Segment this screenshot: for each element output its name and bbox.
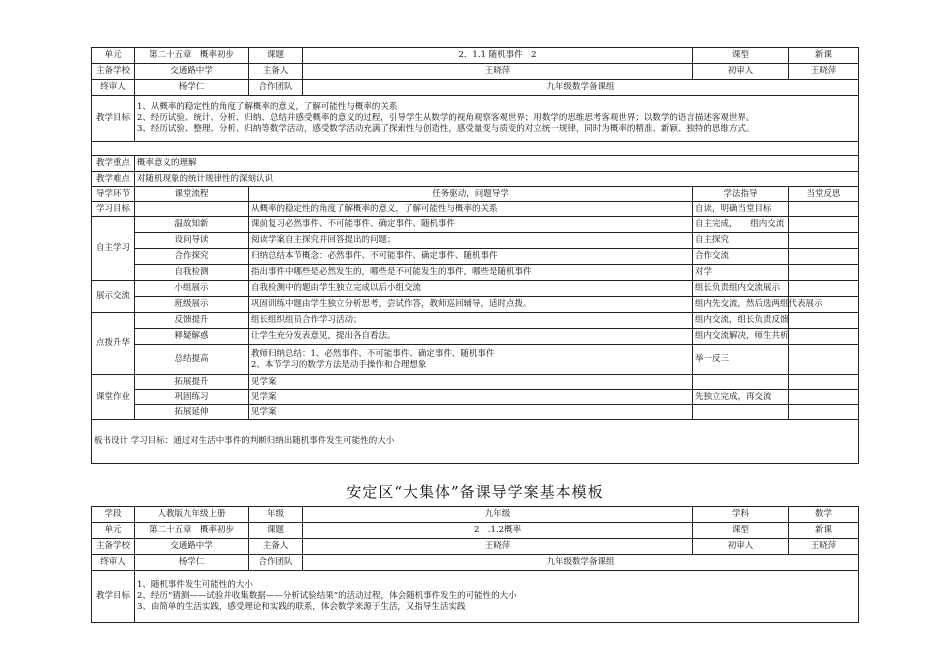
flow-cell: 释疑解惑 [135, 329, 249, 345]
homework-label: 课堂作业 [92, 375, 135, 420]
author-label: 主备人 [249, 539, 303, 555]
show-label: 展示交流 [92, 281, 135, 313]
task-line: 2、本节学习的数学方法是动手操作和合理想象 [251, 359, 427, 370]
goals-cell [135, 96, 859, 142]
subject-value: 数学 [789, 507, 859, 523]
flow-cell: 拓展延伸 [135, 405, 249, 420]
goal-item: 3、经历试验、整理、分析、归纳等数学活动，感受数学活动充满了探索性与创造性，感受量变与质变的对立统一规律，同时为概率的精准、新颖、独特的思维方式。 [137, 124, 755, 134]
team-value: 九年级数学备课组 [303, 555, 859, 571]
team-label: 合作团队 [249, 80, 303, 96]
guide-cell: 自主完成， 组内交流 [693, 217, 789, 233]
author-value: 王晓萍 [303, 539, 693, 555]
goal-row [92, 202, 859, 217]
first-reviewer-value: 王晓萍 [789, 64, 859, 80]
unit-value: 第二十五章 概率初步 [135, 523, 249, 539]
author-value: 王晓萍 [303, 64, 693, 80]
goal-item: 3、由简单的生活实践，感受理论和实践的联系，体会数学来源于生活，又指导生活实践 [137, 602, 466, 612]
goal-item: 1、随机事件发生可能性的大小 [137, 580, 253, 590]
flow-cell: 合作探究 [135, 249, 249, 265]
key-label: 教学重点 [92, 156, 135, 172]
reflect-cell [789, 281, 859, 297]
subject-label: 学科 [693, 507, 789, 523]
goal-row-task: 从概率的稳定性的角度了解概率的意义，了解可能性与概率的关系 [249, 202, 693, 217]
guide-cell [693, 375, 789, 390]
guide-cell: 组内交流解决，师生共析 [693, 329, 789, 345]
type-label: 课型 [693, 523, 789, 539]
header-row-final [92, 555, 859, 571]
stage-value: 人教版九年级上册 [135, 507, 249, 523]
task-cell: 见学案 [249, 390, 693, 405]
table-row [92, 281, 859, 297]
self-study-label: 自主学习 [92, 217, 135, 281]
reflect-cell [789, 375, 859, 390]
col-guide: 学法指导 [693, 187, 789, 202]
difficulty-value: 对随机现象的统计规律性的深刻认识 [135, 172, 859, 187]
unit-label: 单元 [92, 523, 135, 539]
task-cell: 让学生充分发表意见，提出各自看法。 [249, 329, 693, 345]
goals-label: 教学目标 [92, 96, 135, 142]
reflect-cell [789, 329, 859, 345]
reflect-cell [789, 405, 859, 420]
header-row-school [92, 64, 859, 80]
task-cell: 归纳总结本节概念：必然事件、不可能事件、确定事件、随机事件 [249, 249, 693, 265]
document-title: 安定区“大集体”备课导学案基本模板 [346, 483, 604, 501]
goals-row [92, 571, 859, 623]
reflect-cell [789, 217, 859, 233]
table-row [92, 297, 859, 313]
blank-cell [92, 142, 859, 156]
final-reviewer-label: 终审人 [92, 555, 135, 571]
type-label: 课型 [693, 48, 789, 64]
guide-cell [693, 405, 789, 420]
first-reviewer-label: 初审人 [693, 539, 789, 555]
grade-label: 年级 [249, 507, 303, 523]
col-reflect: 当堂反思 [789, 187, 859, 202]
goals-label: 教学目标 [92, 571, 135, 623]
table-row [92, 390, 859, 405]
topic-value: 2．1.1 随机事件 2 [303, 48, 693, 64]
lesson-plan-table-1 [91, 47, 859, 464]
unit-value: 第二十五章 概率初步 [135, 48, 249, 64]
difficulty-row [92, 172, 859, 187]
lesson-plan-table-2 [91, 506, 859, 623]
flow-cell: 温故知新 [135, 217, 249, 233]
reflect-cell [789, 249, 859, 265]
school-label: 主备学校 [92, 539, 135, 555]
first-reviewer-value: 王晓萍 [789, 539, 859, 555]
flow-cell: 总结提高 [135, 345, 249, 375]
task-cell: 巩固训练中题由学生独立分析思考，尝试作答，教师巡回辅导，适时点拨。 [249, 297, 693, 313]
table-row [92, 345, 859, 375]
goal-item: 1、从概率的稳定性的角度了解概率的意义，了解可能性与概率的关系 [137, 102, 398, 112]
reflect-cell [789, 313, 859, 329]
task-cell: 自我检测中的题由学生独立完成以后小组交流 [249, 281, 693, 297]
final-reviewer-value: 杨学仁 [135, 555, 249, 571]
school-value: 交通路中学 [135, 539, 249, 555]
table-row [92, 313, 859, 329]
unit-label: 单元 [92, 48, 135, 64]
topic-value: 2 .1.2概率 [303, 523, 693, 539]
goals-cell [135, 571, 859, 623]
col-flow: 课堂流程 [135, 187, 249, 202]
reflect-cell [789, 345, 859, 375]
board-row [92, 420, 859, 464]
difficulty-label: 教学难点 [92, 172, 135, 187]
task-cell: 组长组织组员合作学习活动； [249, 313, 693, 329]
reflect-cell [789, 265, 859, 281]
goal-item: 2、经历“猜测——试验并收集数据——分析试验结果”的活动过程，体会随机事件发生的可能性的大小 [137, 591, 517, 601]
header-row-final [92, 80, 859, 96]
flow-cell: 设问导读 [135, 233, 249, 249]
stage-label: 学段 [92, 507, 135, 523]
team-label: 合作团队 [249, 555, 303, 571]
topic-label: 课题 [249, 48, 303, 64]
flow-cell: 班级展示 [135, 297, 249, 313]
goal-row-reflect [789, 202, 859, 217]
table-row [92, 405, 859, 420]
goals-row [92, 96, 859, 142]
task-cell [249, 345, 693, 375]
guide-cell: 对学 [693, 265, 789, 281]
task-line: 教师归纳总结：1、必然事件、不可能事件、确定事件、随机事件 [251, 348, 495, 359]
guide-cell: 举一反三 [693, 345, 789, 375]
author-label: 主备人 [249, 64, 303, 80]
col-task: 任务驱动，问题导学 [249, 187, 693, 202]
flow-cell: 小组展示 [135, 281, 249, 297]
board-cell [92, 420, 859, 464]
goal-row-label: 学习目标 [92, 202, 135, 217]
type-value: 新课 [789, 523, 859, 539]
goal-item: 2、经历试验、统计、分析、归纳、总结并感受概率的意义的过程，引导学生从数学的视角观察客观世界；用数学的思维思考客观世界；以数学的语言描述客观世界。 [137, 113, 755, 123]
flow-cell: 拓展提升 [135, 375, 249, 390]
table-row [92, 329, 859, 345]
lift-label: 点拨升华 [92, 313, 135, 375]
grade-value: 九年级 [303, 507, 693, 523]
goal-row-flow [135, 202, 249, 217]
task-cell: 见学案 [249, 405, 693, 420]
final-reviewer-value: 杨学仁 [135, 80, 249, 96]
table-row [92, 375, 859, 390]
key-row [92, 156, 859, 172]
task-cell: 课前复习必然事件、不可能事件、确定事件、随机事件 [249, 217, 693, 233]
reflect-cell [789, 390, 859, 405]
table-row [92, 265, 859, 281]
task-cell: 阅读学案自主探究并回答提出的问题； [249, 233, 693, 249]
guide-cell: 合作交流 [693, 249, 789, 265]
table-row [92, 233, 859, 249]
school-value: 交通路中学 [135, 64, 249, 80]
header-row-unit [92, 523, 859, 539]
flow-cell: 反馈提升 [135, 313, 249, 329]
goal-row-guide: 自读，明确当堂目标 [693, 202, 789, 217]
first-reviewer-label: 初审人 [693, 64, 789, 80]
school-label: 主备学校 [92, 64, 135, 80]
table-row [92, 217, 859, 233]
guide-cell: 自主探究 [693, 233, 789, 249]
header-row-unit [92, 48, 859, 64]
table-row [92, 249, 859, 265]
reflect-cell [789, 233, 859, 249]
topic-label: 课题 [249, 523, 303, 539]
column-header-row [92, 187, 859, 202]
flow-cell: 巩固练习 [135, 390, 249, 405]
blank-row [92, 142, 859, 156]
type-value: 新课 [789, 48, 859, 64]
header-row-school [92, 539, 859, 555]
guide-cell: 组长负责组内交流展示 [693, 281, 789, 297]
header-row-stage [92, 507, 859, 523]
board-label: 板书设计 [94, 436, 129, 446]
board-value: 学习目标：通过对生活中事件的判断归纳出随机事件发生可能性的大小 [130, 436, 395, 446]
flow-cell: 自我检测 [135, 265, 249, 281]
guide-cell: 先独立完成，再交流 [693, 390, 789, 405]
task-cell: 指出事件中哪些是必然发生的，哪些是不可能发生的事件，哪些是随机事件 [249, 265, 693, 281]
team-value: 九年级数学备课组 [303, 80, 859, 96]
key-value: 概率意义的理解 [135, 156, 859, 172]
final-reviewer-label: 终审人 [92, 80, 135, 96]
guide-cell: 组内交流，组长负责反馈 [693, 313, 789, 329]
guide-cell: 组内先交流，然后选两组代表展示 [693, 297, 789, 313]
col-link: 导学环节 [92, 187, 135, 202]
task-cell: 见学案 [249, 375, 693, 390]
